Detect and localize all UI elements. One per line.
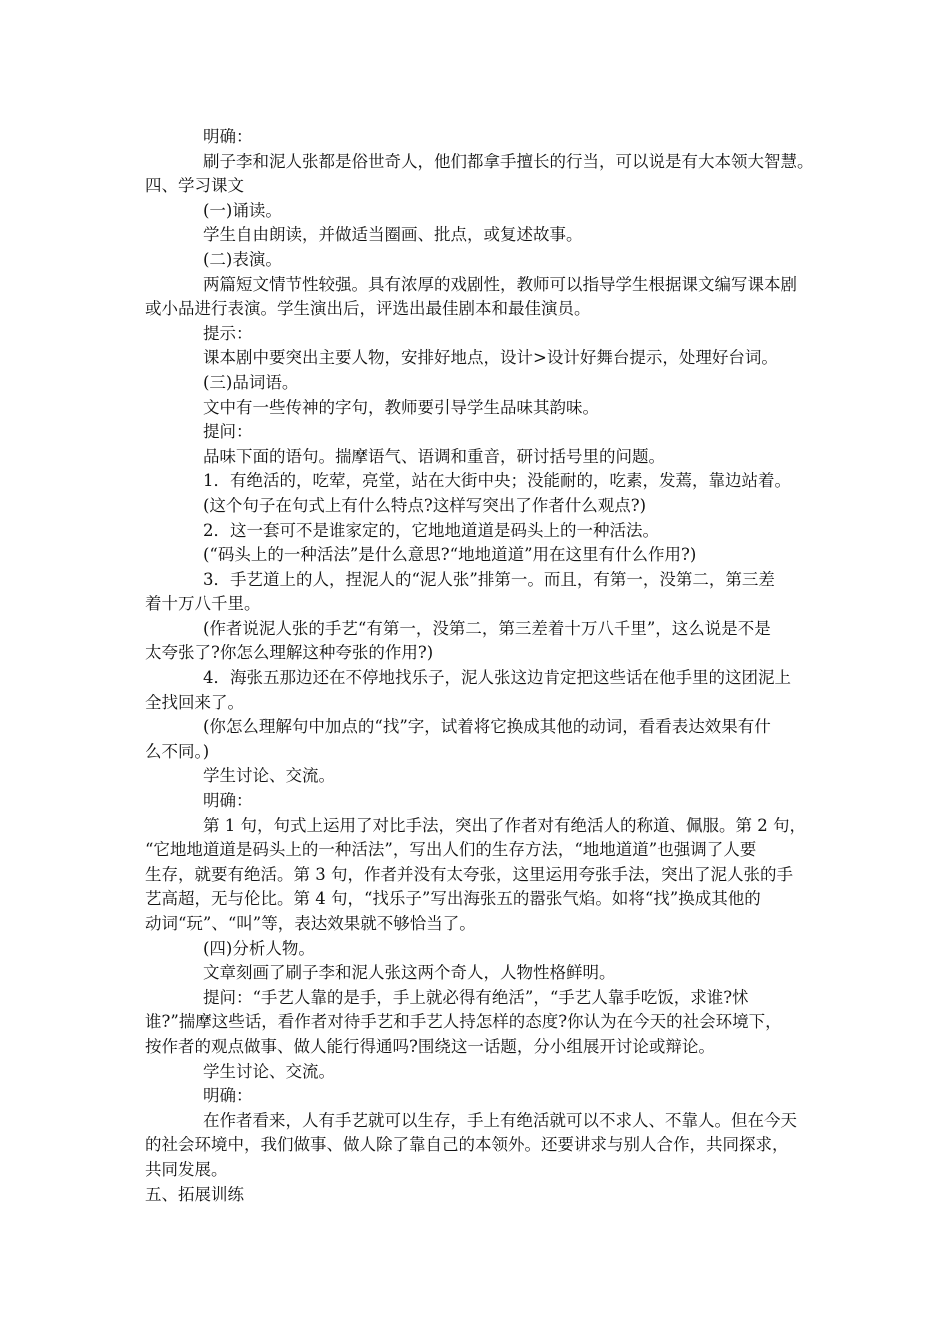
paragraph-line: (三)品词语。 xyxy=(203,372,299,392)
text-line: 五、拓展训练 xyxy=(145,1184,244,1204)
paragraph-line: 1．有绝活的，吃荤，亮堂，站在大街中央；没能耐的，吃素，发蔫，靠边站着。 xyxy=(203,471,791,491)
paragraph-line: (作者说泥人张的手艺“有第一，没第二，第三差着十万八千里”，这么说是不是 xyxy=(203,618,771,638)
text-line: “它地地道道是码头上的一种活法”，写出人们的生存方法，“地地道道”也强调了人要 xyxy=(145,840,757,860)
document-body xyxy=(145,125,825,1207)
paragraph-line: 2．这一套可不是谁家定的，它地地道道是码头上的一种活法。 xyxy=(203,520,659,540)
paragraph-line: 提问： xyxy=(203,422,253,442)
paragraph-line: 学生讨论、交流。 xyxy=(203,766,335,786)
text-line: 太夸张了?你怎么理解这种夸张的作用?) xyxy=(145,643,434,663)
paragraph-line: 明确： xyxy=(203,1086,253,1106)
paragraph-line: 文章刻画了刷子李和泥人张这两个奇人，人物性格鲜明。 xyxy=(203,963,616,983)
paragraph-line: 提示： xyxy=(203,323,253,343)
paragraph-line: 明确： xyxy=(203,127,253,146)
text-line: 动词“玩”、“叫”等，表达效果就不够恰当了。 xyxy=(145,914,476,933)
paragraph-line: (“码头上的一种活法”是什么意思?“地地道道”用在这里有什么作用?) xyxy=(203,545,697,565)
paragraph-line: 明确： xyxy=(203,791,253,811)
text-line: 艺高超，无与伦比。第 4 句，“找乐子”写出海张五的嚣张气焰。如将“找”换成其他的 xyxy=(145,889,761,909)
text-line: 么不同。) xyxy=(145,741,210,761)
paragraph-line: (你怎么理解句中加点的“找”字，试着将它换成其他的动词，看看表达效果有什 xyxy=(203,717,771,737)
text-line: 的社会环境中，我们做事、做人除了靠自己的本领外。还要讲求与别人合作，共同探求， xyxy=(145,1135,789,1155)
text-line: 四、学习课文 xyxy=(145,176,244,196)
paragraph-line: (四)分析人物。 xyxy=(203,938,315,958)
paragraph-line: 3．手艺道上的人，捏泥人的“泥人张”排第一。而且，有第一，没第二，第三差 xyxy=(203,569,775,589)
text-line: 或小品进行表演。学生演出后，评选出最佳剧本和最佳演员。 xyxy=(145,299,591,319)
paragraph-line: (二)表演。 xyxy=(203,249,282,269)
paragraph-line: 品味下面的语句。揣摩语气、语调和重音，研讨括号里的问题。 xyxy=(203,446,665,466)
text-line: 生存，就要有绝活。第 3 句，作者并没有太夸张，这里运用夸张手法，突出了泥人张的手 xyxy=(145,864,793,884)
paragraph-line: 课本剧中要突出主要人物，安排好地点，设计>设计好舞台提示，处理好台词。 xyxy=(203,348,778,368)
paragraph-line: (一)诵读。 xyxy=(203,200,282,220)
paragraph-line: 学生讨论、交流。 xyxy=(203,1061,335,1081)
text-line: 全找回来了。 xyxy=(145,692,244,712)
paragraph-line: 文中有一些传神的字句，教师要引导学生品味其韵味。 xyxy=(203,397,599,417)
text-line: 共同发展。 xyxy=(145,1159,228,1179)
paragraph-line: 学生自由朗读，并做适当圈画、批点，或复述故事。 xyxy=(203,225,583,245)
text-line: 着十万八千里。 xyxy=(145,594,261,614)
paragraph-line: 两篇短文情节性较强。具有浓厚的戏剧性，教师可以指导学生根据课文编写课本剧 xyxy=(203,274,797,294)
paragraph-line: 提问：“手艺人靠的是手，手上就必得有绝活”，“手艺人靠手吃饭，求谁?怵 xyxy=(203,987,749,1007)
paragraph-line: 在作者看来，人有手艺就可以生存，手上有绝活就可以不求人、不靠人。但在今天 xyxy=(203,1110,797,1130)
paragraph-line: (这个句子在句式上有什么特点?这样写突出了作者什么观点?) xyxy=(203,495,647,515)
text-line: 按作者的观点做事、做人能行得通吗?围绕这一话题，分小组展开讨论或辩论。 xyxy=(145,1036,715,1056)
text-line: 谁?”揣摩这些话，看作者对待手艺和手艺人持怎样的态度?你认为在今天的社会环境下， xyxy=(145,1012,782,1032)
paragraph-line: 4．海张五那边还在不停地找乐子，泥人张这边肯定把这些话在他手里的这团泥上 xyxy=(203,668,791,688)
paragraph-line: 刷子李和泥人张都是俗世奇人，他们都拿手擅长的行当，可以说是有大本领大智慧。 xyxy=(203,151,814,171)
paragraph-line: 第 1 句，句式上运用了对比手法，突出了作者对有绝活人的称道、佩服。第 2 句， xyxy=(203,815,806,835)
